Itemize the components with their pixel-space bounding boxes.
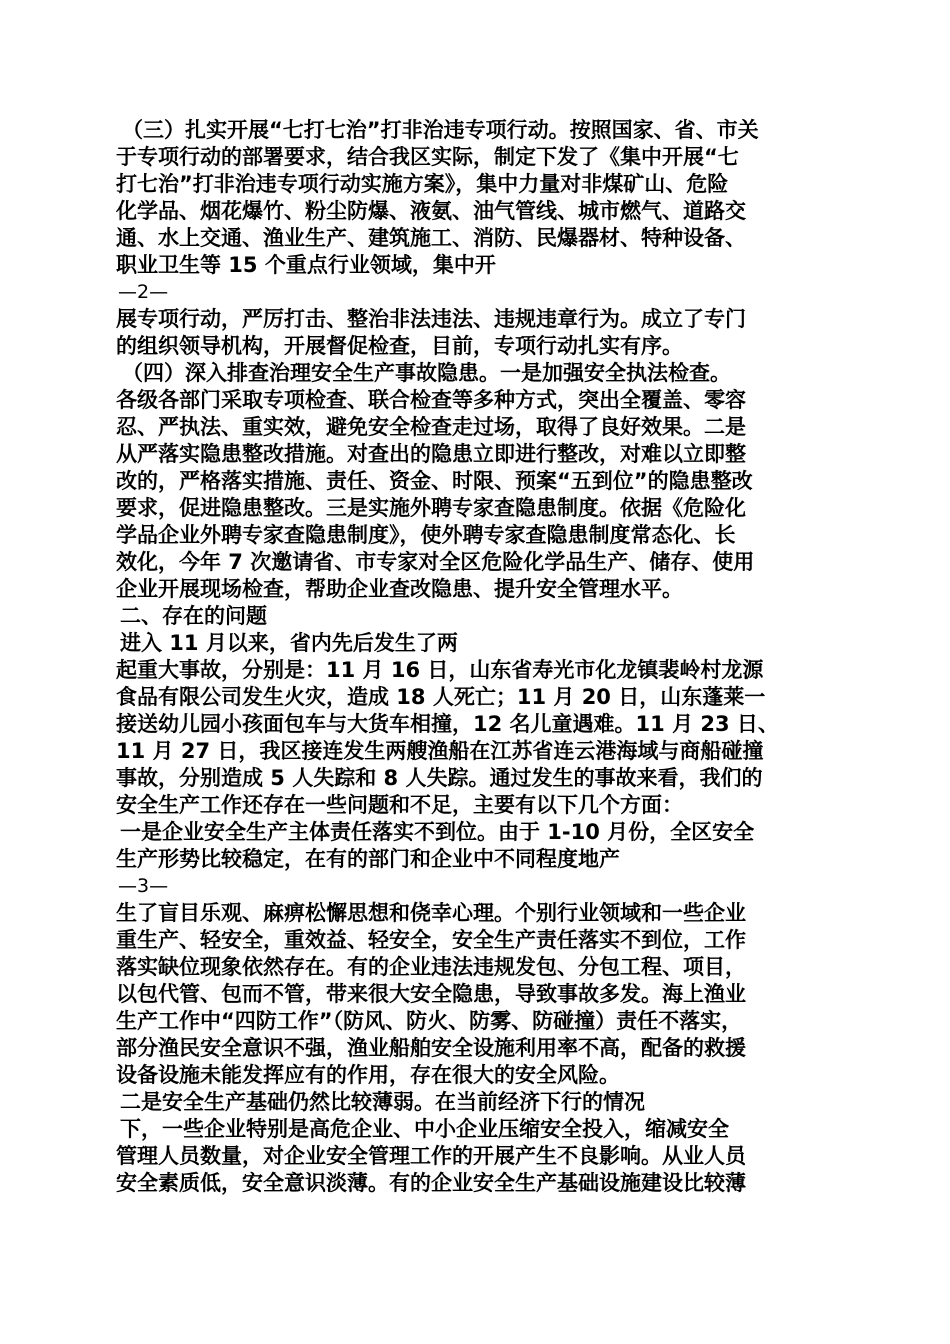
text-line: 落实缺位现象依然存在。有的企业违法违规发包、分包工程、项目， (116, 955, 746, 979)
section-heading: 二、存在的问题 (120, 604, 267, 628)
text-line: 从严落实隐患整改措施。对查出的隐患立即进行整改，对难以立即整 (116, 442, 746, 466)
text-line: 进入 11 月以来，省内先后发生了两 (120, 631, 458, 655)
text-line: 展专项行动，严厉打击、整治非法违法、违规违章行为。成立了专门 (116, 307, 746, 331)
text-line: 企业开展现场检查，帮助企业查改隐患、提升安全管理水平。 (116, 577, 683, 601)
text-line: （四）深入排查治理安全生产事故隐患。一是加强安全执法检查。 (122, 361, 731, 385)
text-line: 安全素质低，安全意识淡薄。有的企业安全生产基础设施建设比较薄 (116, 1171, 746, 1195)
document-page (116, 117, 838, 1197)
text-line: 二是安全生产基础仍然比较薄弱。在当前经济下行的情况 (120, 1090, 645, 1114)
text-line: 以包代管、包而不管，带来很大安全隐患，导致事故多发。海上渔业 (116, 982, 746, 1006)
text-line: 改的，严格落实措施、责任、资金、时限、预案“五到位”的隐患整改 (116, 469, 753, 493)
text-line: 11 月 27 日，我区接连发生两艘渔船在江苏省连云港海域与商船碰撞 (116, 739, 764, 763)
text-line: 事故，分别造成 5 人失踪和 8 人失踪。通过发生的事故来看，我们的 (116, 766, 763, 790)
text-line: 部分渔民安全意识不强，渔业船舶安全设施利用率不高，配备的救援 (116, 1036, 746, 1060)
text-line: 化学品、烟花爆竹、粉尘防爆、液氨、油气管线、城市燃气、道路交 (116, 199, 746, 223)
text-line: 学品企业外聘专家查隐患制度》，使外聘专家查隐患制度常态化、长 (116, 523, 736, 547)
text-line: 食品有限公司发生火灾，造成 18 人死亡；11 月 20 日，山东蓬莱一 (116, 685, 766, 709)
text-line: 重生产、轻安全，重效益、轻安全，安全生产责任落实不到位，工作 (116, 928, 746, 952)
text-line: 于专项行动的部署要求，结合我区实际，制定下发了《集中开展“七 (116, 145, 739, 169)
text-line: 一是企业安全生产主体责任落实不到位。由于 1-10 月份，全区安全 (120, 820, 755, 844)
text-line: 安全生产工作还存在一些问题和不足，主要有以下几个方面： (116, 793, 683, 817)
text-line: 的组织领导机构，开展督促检查，目前，专项行动扎实有序。 (116, 334, 683, 358)
text-line: 效化，今年 7 次邀请省、市专家对全区危险化学品生产、储存、使用 (116, 550, 755, 574)
text-line: 接送幼儿园小孩面包车与大货车相撞，12 名儿童遇难。11 月 23 日、 (116, 712, 779, 736)
page-number: —2— (118, 281, 169, 303)
text-line: 生了盲目乐观、麻痹松懈思想和侥幸心理。个别行业领域和一些企业 (116, 901, 746, 925)
text-line: （三）扎实开展“七打七治”打非治违专项行动。按照国家、省、市关 (122, 118, 759, 142)
text-line: 各级各部门采取专项检查、联合检查等多种方式，突出全覆盖、零容 (116, 388, 746, 412)
text-line: 打七治”打非治违专项行动实施方案》，集中力量对非煤矿山、危险 (116, 172, 729, 196)
page-number: —3— (118, 875, 169, 897)
text-line: 生产工作中“四防工作”（防风、防火、防雾、防碰撞）责任不落实， (116, 1009, 743, 1033)
text-line: 设备设施未能发挥应有的作用，存在很大的安全风险。 (116, 1063, 620, 1087)
text-line: 通、水上交通、渔业生产、建筑施工、消防、民爆器材、特种设备、 (116, 226, 746, 250)
text-line: 忍、严执法、重实效，避免安全检查走过场，取得了良好效果。二是 (116, 415, 746, 439)
text-line: 生产形势比较稳定，在有的部门和企业中不同程度地产 (116, 847, 620, 871)
text-line: 起重大事故，分别是：11 月 16 日，山东省寿光市化龙镇裴岭村龙源 (116, 658, 764, 682)
text-line: 管理人员数量，对企业安全管理工作的开展产生不良影响。从业人员 (116, 1144, 746, 1168)
text-line: 要求，促进隐患整改。三是实施外聘专家查隐患制度。依据《危险化 (116, 496, 746, 520)
text-line: 职业卫生等 15 个重点行业领域，集中开 (116, 253, 496, 277)
text-line: 下，一些企业特别是高危企业、中小企业压缩安全投入，缩减安全 (120, 1117, 729, 1141)
